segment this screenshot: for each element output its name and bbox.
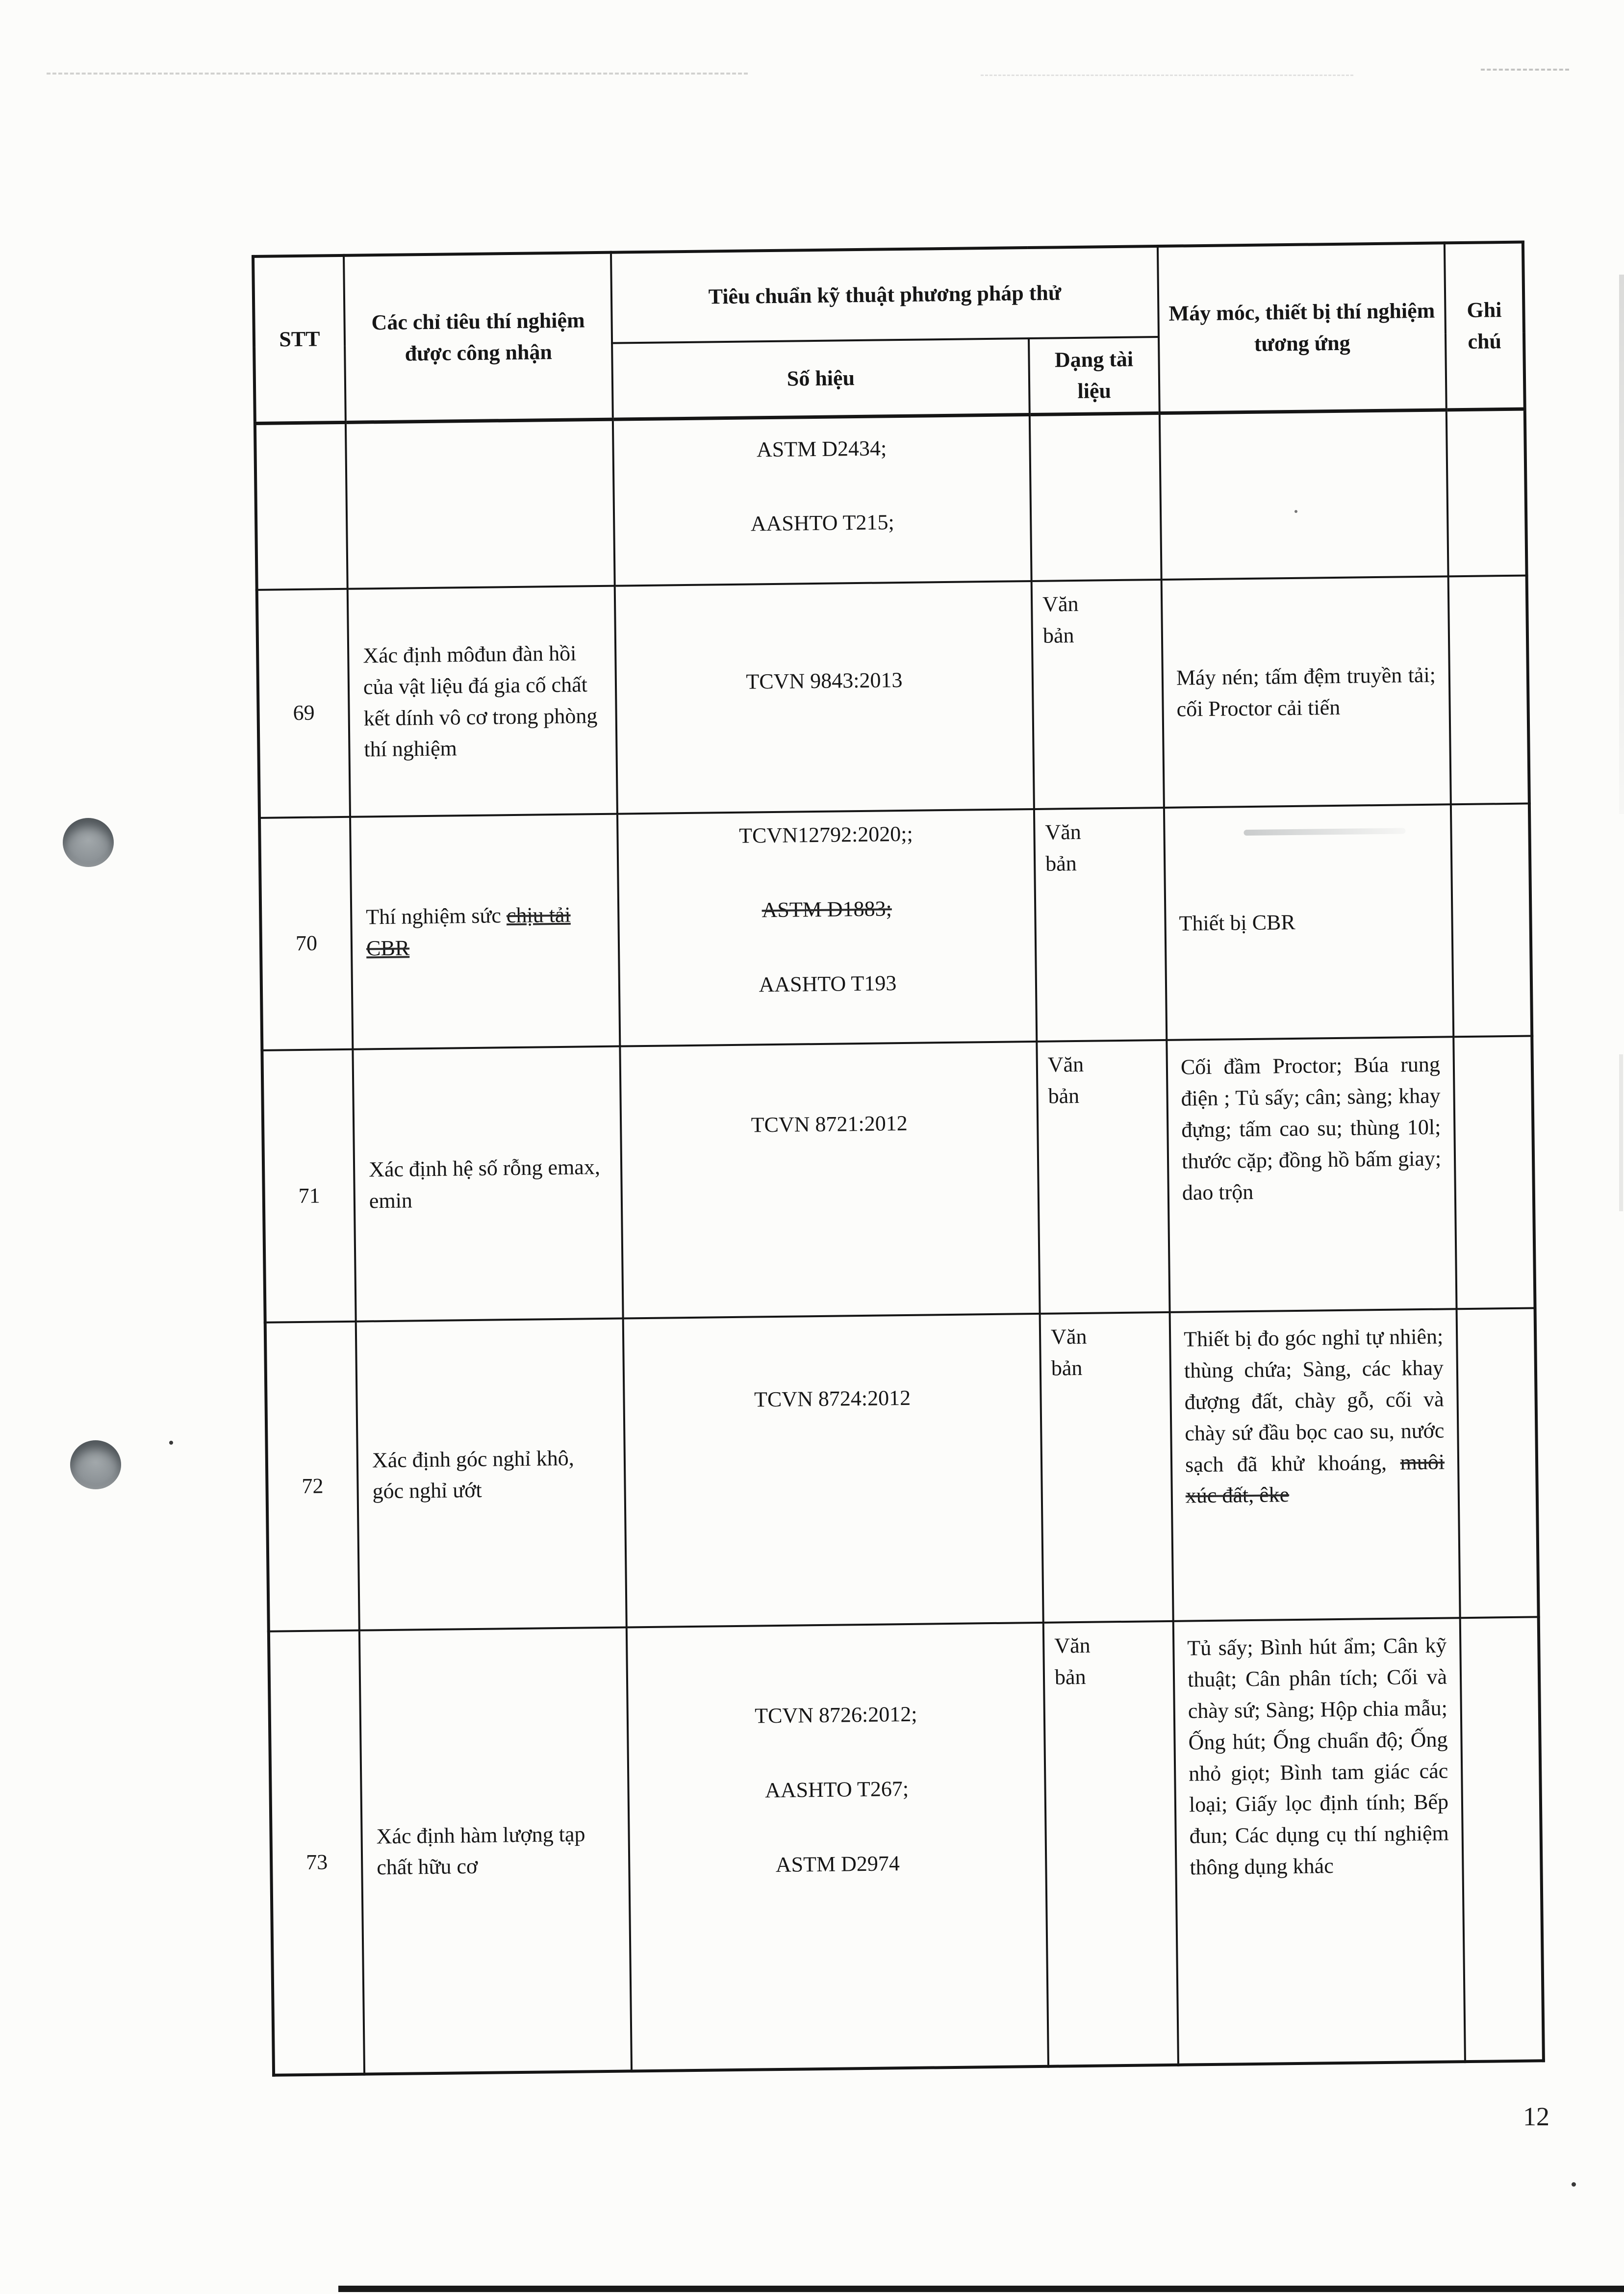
text-segment: Thiết bị CBR (1179, 910, 1295, 936)
standard-number: AASHTO T215; (750, 510, 895, 536)
standard-number: TCVN12792:2020;; (738, 821, 913, 848)
row-number: 70 (295, 931, 318, 955)
scan-noise-line (47, 73, 748, 75)
row-number: 71 (298, 1183, 321, 1208)
criteria-cell (353, 1046, 623, 1322)
header-standard-group (611, 246, 1159, 343)
standard-number: ASTM D2974 (775, 1851, 900, 1877)
row-number (258, 515, 345, 516)
doc-type-value: Văn bản (1042, 592, 1079, 648)
doc-type-value (1040, 422, 1104, 423)
doc-type-cell (1040, 1312, 1173, 1623)
table-body (255, 409, 1544, 2076)
scan-noise-line (1481, 69, 1569, 71)
header-stt (253, 255, 346, 423)
standard-number: TCVN 8724:2012 (754, 1386, 911, 1412)
row-number: 72 (302, 1474, 324, 1499)
standard-cell (615, 581, 1034, 814)
standard-number: ASTM D2434; (756, 435, 887, 461)
scan-edge-shadow (1619, 275, 1624, 814)
doc-type-value: Văn bản (1045, 819, 1082, 876)
doc-type-value: Văn bản (1047, 1052, 1084, 1108)
standard-cell (613, 414, 1032, 586)
text-segment: Xác định hệ số rỗng emax, emin (368, 1155, 601, 1213)
standard-cell (617, 809, 1037, 1046)
equipment-cell (1162, 576, 1451, 808)
doc-type-cell (1043, 1621, 1178, 2066)
header-criteria (344, 253, 613, 422)
scan-edge-shadow (338, 2286, 1624, 2292)
text-segment: Thí nghiệm sức (366, 903, 507, 929)
equipment-cell (1170, 1309, 1460, 1622)
table-row (269, 1617, 1544, 2075)
header-label: Dạng tài liệu (1054, 347, 1134, 403)
hole-punch (70, 1440, 121, 1489)
equipment-cell (1164, 804, 1453, 1040)
scan-noise-line (981, 75, 1353, 76)
standard-cell (620, 1042, 1040, 1319)
note-cell (1457, 1308, 1539, 1618)
standard-cell (627, 1623, 1048, 2071)
scan-speck (1572, 2182, 1576, 2187)
scan-edge-shadow (1619, 1054, 1623, 1211)
stt-cell (262, 1049, 355, 1323)
note-cell (1460, 1617, 1544, 2062)
standard-number: ASTM D1883; (761, 896, 892, 922)
header-label: Ghi chú (1467, 298, 1502, 354)
scan-speck (169, 1441, 173, 1445)
hole-punch (63, 818, 114, 867)
stt-cell (257, 589, 350, 818)
equipment-cell (1167, 1037, 1456, 1313)
criteria-cell (346, 419, 615, 589)
row-number: 69 (293, 700, 315, 725)
header-equipment (1158, 243, 1446, 413)
text-segment: muôi xúc đất, êke (1185, 1450, 1445, 1508)
table-row (262, 1036, 1535, 1323)
criteria-cell (359, 1628, 632, 2074)
page-number: 12 (1523, 2102, 1549, 2131)
table-row (255, 409, 1527, 590)
header-notes (1445, 242, 1525, 410)
stt-cell (259, 817, 353, 1050)
text-segment: Thiết bị đo góc nghỉ tự nhiên; thùng chứa; Sàng, các khay đượng đất, chày gỗ, cối và chày sứ đầu bọc cao su, nước sạch đã khử khoáng, (1183, 1325, 1445, 1477)
text-segment: Máy nén; tấm đệm truyền tải; cối Proctor cải tiến (1176, 663, 1436, 721)
note-cell (1453, 1036, 1535, 1309)
doc-type-value: Văn bản (1050, 1325, 1087, 1380)
header-label: Tiêu chuẩn kỹ thuật phương pháp thử (708, 280, 1062, 309)
stt-cell (265, 1322, 359, 1631)
text-segment: Tủ sấy; Bình hút ẩm; Cân kỹ thuật; Cân phân tích; Cối và chày sứ; Sàng; Hộp chia mẫu; Ống hút; Ống chuẩn độ; Ống nhỏ giọt; Bình tam giác các loại; Giấy lọc định tính; Bếp đun; Các dụng cụ thí nghiệm thông dụng khác (1187, 1633, 1449, 1880)
header-label: Các chỉ tiêu thí nghiệm được công nhận (371, 308, 585, 366)
criteria-cell (348, 586, 617, 817)
doc-type-cell (1037, 1040, 1169, 1314)
note-cell (1446, 409, 1527, 577)
text-segment: chịu tải CBR (366, 903, 571, 961)
table-row (257, 576, 1529, 818)
header-doc-type (1029, 337, 1160, 414)
note-cell (1448, 576, 1529, 805)
table-row (259, 804, 1532, 1051)
note-cell (1451, 804, 1532, 1037)
header-label: Số hiệu (787, 365, 855, 391)
header-label: Máy móc, thiết bị thí nghiệm tương ứng (1168, 298, 1435, 356)
standard-number: TCVN 8726:2012; (754, 1702, 917, 1729)
doc-type-cell (1034, 808, 1167, 1042)
header-standard-number (612, 338, 1030, 419)
results-table (252, 241, 1545, 2077)
standard-number: AASHTO T267; (764, 1777, 909, 1803)
equipment-cell (1173, 1618, 1465, 2065)
equipment-cell (1160, 409, 1448, 580)
table-row (265, 1308, 1539, 1631)
header-label: STT (279, 327, 320, 352)
doc-type-cell (1032, 580, 1164, 809)
stt-cell (255, 422, 348, 590)
standard-number: TCVN 8721:2012 (751, 1111, 908, 1138)
text-segment: Xác định môđun đàn hồi của vật liệu đá gia cố chất kết dính vô cơ trong phòng thí nghiệm (363, 641, 598, 762)
stt-cell (269, 1631, 364, 2075)
table-header (253, 242, 1525, 423)
text-segment: Cối đầm Proctor; Búa rung điện ; Tủ sấy; cân; sàng; khay đựng; tấm cao su; thùng 10l; thước cặp; đồng hồ bấm giay; dao trộn (1180, 1052, 1442, 1205)
standard-number: AASHTO T193 (759, 970, 897, 997)
results-table-wrapper (252, 241, 1542, 2077)
doc-type-cell (1030, 413, 1162, 581)
criteria-cell (350, 814, 620, 1050)
row-number: 73 (305, 1850, 328, 1875)
standard-number: TCVN 9843:2013 (746, 668, 903, 694)
standard-cell (623, 1314, 1043, 1628)
criteria-cell (356, 1319, 627, 1631)
text-segment: Xác định hàm lượng tạp chất hữu cơ (376, 1822, 585, 1880)
text-segment: Xác định góc nghỉ khô, góc nghỉ ướt (372, 1446, 574, 1504)
doc-type-value: Văn bản (1054, 1633, 1091, 1689)
